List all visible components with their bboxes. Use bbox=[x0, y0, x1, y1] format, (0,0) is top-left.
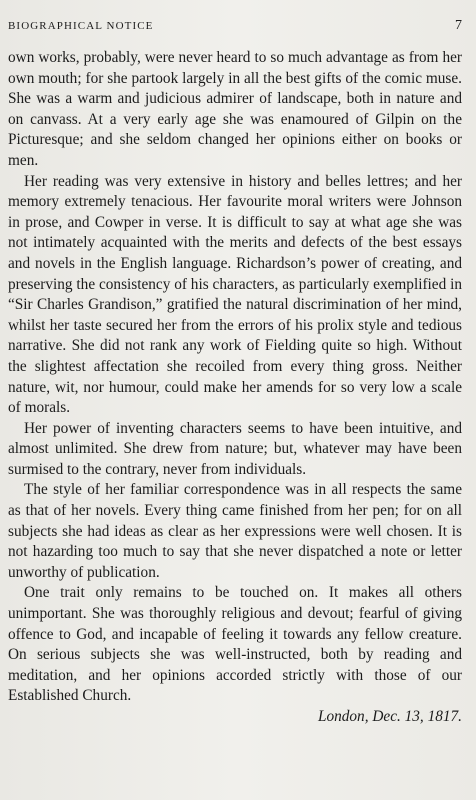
page-number: 7 bbox=[455, 18, 462, 33]
paragraph: One trait only remains to be touched on. It makes all others unimportant. She was thoroughly religious and devout; fearful of giving offence to God, and incapable of feeling it towards any fellow creature. On serious subjects she was well-instructed, both by reading and meditation, and her opinions accorded strictly with those of our Established Church. bbox=[8, 584, 462, 705]
paragraph: own works, probably, were never heard to so much advantage as from her own mouth; for she partook largely in all the best gifts of the comic muse. She was a warm and judicious admirer of landscape, both in nature and on canvass. At a very early age she was enamoured of Gilpin on the Picturesque; and she seldom changed her opinions either on books or men. bbox=[8, 49, 462, 169]
paragraph: Her reading was very extensive in history and belles lettres; and her memory extremely tenacious. Her favourite moral writers were Johnson in prose, and Cowper in verse. It is difficult to say at what age she was not intimately acquainted with the merits and defects of the best essays and novels in the English language. Richardson’s power of creating, and preserving the consistency of his characters, as particularly exemplified in “Sir Charles Grandison,” gratified the natural discrimination of her mind, whilst her taste secured her from the errors of his prolix style and tedious narrative. She did not rank any work of Fielding quite so high. Without the slightest affectation she recoiled from every thing gross. Neither nature, wit, nor humour, could make her amends for so very low a scale of morals. bbox=[8, 172, 462, 417]
signoff-dateline: London, Dec. 13, 1817. bbox=[317, 708, 462, 725]
page-header bbox=[8, 18, 462, 34]
body-text bbox=[8, 48, 462, 728]
paragraph: The style of her familiar correspondence was in all respects the same as that of her novels. Every thing came finished from her pen; for on all subjects she had ideas as clear as her expressions were well chosen. It is not hazarding too much to say that she never dispatched a note or letter unworthy of publication. bbox=[8, 481, 462, 581]
running-head: BIOGRAPHICAL NOTICE bbox=[8, 20, 154, 32]
paragraph: Her power of inventing characters seems to have been intuitive, and almost unlimited. She drew from nature; but, whatever may have been surmised to the contrary, never from individuals. bbox=[8, 419, 462, 478]
